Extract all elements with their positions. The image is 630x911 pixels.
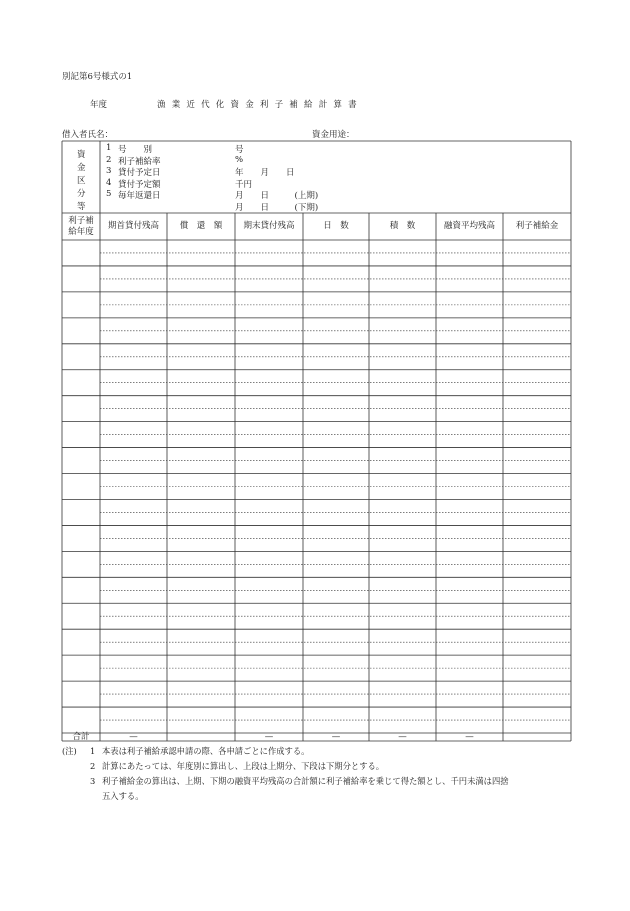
note-1: 本表は利子補給承認申請の際、各申請ごとに作成する。 bbox=[102, 746, 310, 756]
fund-item-value: % bbox=[235, 154, 244, 165]
fund-item-value: 号 bbox=[235, 145, 244, 155]
column-header: 融資平均残高 bbox=[443, 221, 495, 231]
column-header: 利子補 給年度 bbox=[68, 215, 94, 237]
fund-item-value: 千円 bbox=[235, 179, 253, 190]
form-id: 別記第6号様式の1 bbox=[62, 72, 133, 82]
year-label: 年度 bbox=[90, 100, 108, 110]
column-header: 期末貸付残高 bbox=[243, 221, 295, 231]
fund-item-label: 毎年返還日 bbox=[118, 191, 161, 201]
document-title: 漁業近代化資金利子補給計算書 bbox=[157, 100, 363, 110]
fund-side-char: 区 bbox=[77, 176, 86, 186]
fund-side-char: 等 bbox=[77, 202, 86, 212]
fund-item-label: 貸付予定日 bbox=[118, 168, 161, 178]
fund-item-value: 月 日 (下期) bbox=[235, 202, 319, 213]
fund-item-number: 2 bbox=[106, 154, 112, 165]
fund-item-number: 1 bbox=[106, 143, 112, 153]
fund-item-label: 貸付予定額 bbox=[118, 179, 161, 190]
column-header: 利子補給金 bbox=[515, 221, 559, 231]
total-label: 合計 bbox=[72, 732, 90, 742]
fund-item-number: 4 bbox=[106, 177, 112, 188]
column-header: 日 数 bbox=[323, 221, 349, 231]
column-header: 償 還 額 bbox=[179, 221, 223, 231]
fund-item-number: 5 bbox=[106, 189, 112, 199]
total-cell: — bbox=[398, 732, 407, 742]
purpose-label: 資金用途： bbox=[312, 130, 355, 140]
fund-side-char: 資 bbox=[77, 150, 86, 160]
fund-item-label: 利子補給率 bbox=[118, 156, 161, 167]
notes-prefix: (注) bbox=[62, 746, 77, 756]
fund-item-label: 号 別 bbox=[118, 145, 153, 155]
note-2: 計算にあたっては、年度別に算出し、上段は上期分、下段は下期分とする。 bbox=[102, 761, 385, 771]
total-cell: — bbox=[129, 732, 138, 742]
fund-side-char: 金 bbox=[77, 163, 86, 173]
borrower-label: 借入者氏名： bbox=[62, 130, 114, 140]
fund-item-value: 月 日 (上期) bbox=[235, 191, 319, 201]
total-cell: — bbox=[465, 732, 474, 742]
fund-item-value: 年 月 日 bbox=[235, 168, 295, 178]
fund-item-number: 3 bbox=[106, 166, 112, 176]
total-cell: — bbox=[264, 732, 274, 742]
note-3-continued: 五入する。 bbox=[102, 791, 144, 801]
column-header: 期首貸付残高 bbox=[107, 221, 159, 231]
column-header: 積 数 bbox=[389, 221, 416, 231]
fund-side-char: 分 bbox=[77, 189, 86, 199]
total-cell: — bbox=[331, 732, 341, 742]
note-3: 利子補給金の算出は、上期、下期の融資平均残高の合計額に利子補給率を乗じて得た額とし、千円未満は四捨 bbox=[102, 776, 509, 786]
